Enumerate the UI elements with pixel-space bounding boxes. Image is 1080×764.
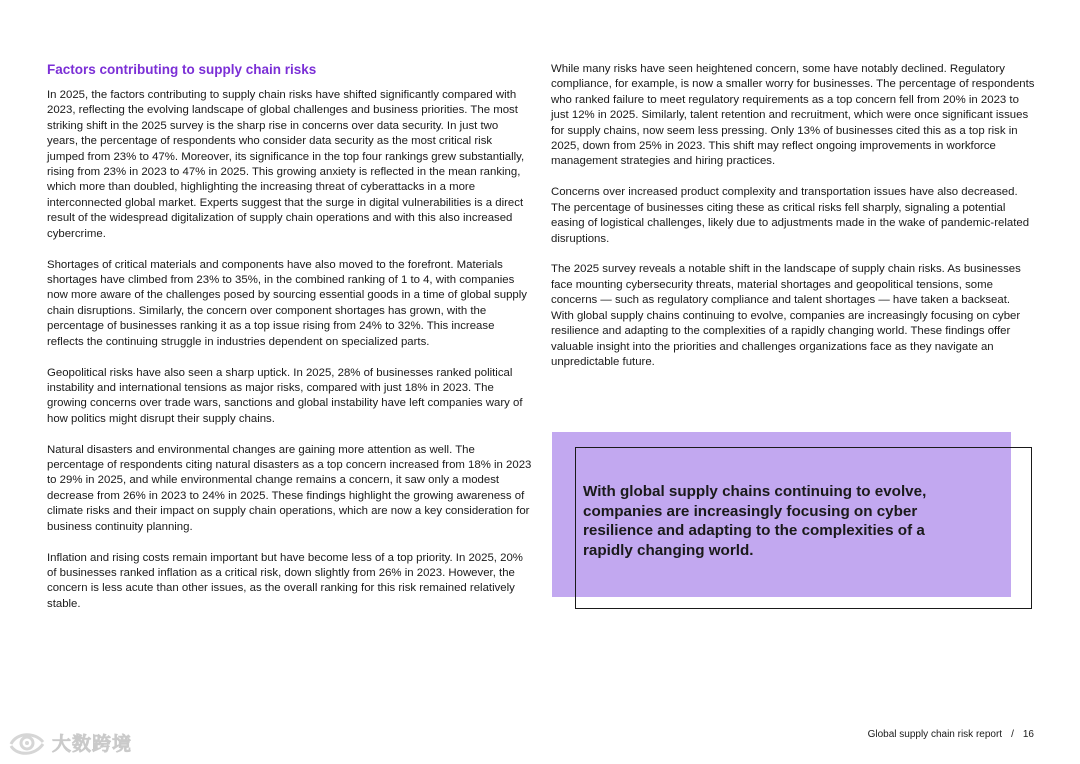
- body-paragraph: Inflation and rising costs remain important but have become less of a top priority. In 2025, 20% of businesses ranked inflation as a critical risk, down slightly from 26% in 2023. However, the concern is less acute than other issues, as the overall ranking for this risk remained relatively stable.: [47, 551, 523, 610]
- watermark: [8, 728, 132, 756]
- left-column: [47, 62, 532, 628]
- eye-logo-icon: [8, 728, 48, 756]
- page-footer: [868, 729, 1034, 741]
- body-paragraph: In 2025, the factors contributing to supply chain risks have shifted significantly compared with 2023, reflecting the evolving landscape of global challenges and business priorities. The most striking shift in the 2025 survey is the sharp rise in concerns over data security. In just two years, the percentage of respondents who consider data security as the most critical risk jumped from 23% to 47%. Moreover, its significance in the top four rankings grew substantially, rising from 23% in 2023 to 47% in 2025. This growing anxiety is reflected in the mean ranking, which more than doubled, highlighting the increasing threat of cyberattacks in a more interconnected global market. Experts suggest that the surge in digital vulnerabilities is a direct result of the widespread digitalization of supply chain operations and with this also increased cybercrime.: [47, 89, 525, 240]
- watermark-text: 大数跨境: [52, 732, 133, 755]
- body-paragraph: The 2025 survey reveals a notable shift in the landscape of supply chain risks. As businesses face mounting cybersecurity threats, material shortages and geopolitical tensions, some concerns — such as regulatory compliance and talent shortages — have taken a backseat. With global supply chains continuing to evolve, companies are increasingly focusing on cyber resilience and adapting to the complexities of a rapidly changing world. These findings offer valuable insight into the priorities and challenges organizations face as they navigate an unpredictable future.: [551, 263, 1021, 368]
- right-column: [551, 62, 1035, 386]
- body-paragraph: Natural disasters and environmental changes are gaining more attention as well. The percentage of respondents citing natural disasters as a top concern increased from 18% in 2023 to 29% in 2025, and while environmental change remains a concern, it saw only a modest decrease from 26% in 2023 to 24% in 2025. These findings highlight the growing awareness of climate risks and their impact on supply chain operations, which are now a key consideration for business continuity planning.: [47, 443, 532, 533]
- callout-quote: With global supply chains continuing to evolve, companies are increasingly focusing on cyber resilience and adapting to the complexities of a rapidly changing world.: [583, 483, 927, 559]
- section-heading: Factors contributing to supply chain risks: [47, 62, 317, 77]
- footer-separator: /: [1011, 729, 1014, 740]
- body-paragraph: While many risks have seen heightened concern, some have notably declined. Regulatory compliance, for example, is now a smaller worry for businesses. The percentage of respondents who ranked failure to meet regulatory requirements as a top concern fell from 20% in 2023 to just 12% in 2025. Similarly, talent retention and recruitment, which were once significant issues for supply chains, now seem less pressing. Only 13% of businesses cited this as a top risk in 2025, down from 25% in 2023. This shift may reflect ongoing improvements in workforce management strategies and hiring practices.: [551, 63, 1035, 168]
- body-paragraph: Geopolitical risks have also seen a sharp uptick. In 2025, 28% of businesses ranked political instability and international tensions as major risks, compared with just 18% in 2023. The growing concerns over trade wars, sanctions and global instability have left companies wary of how politics might disrupt their supply chains.: [47, 366, 523, 425]
- body-paragraph: Shortages of critical materials and components have also moved to the forefront. Materials shortages have climbed from 23% to 35%, in the combined ranking of 1 to 4, with companies now more aware of the challenges posed by sourcing essential goods in a time of global supply chain disruptions. Similarly, the concern over component shortages has grown, with the percentage of businesses ranking it as a top issue rising from 24% to 32%. This increase reflects the continuing struggle in industries dependent on specialized parts.: [47, 258, 527, 348]
- page-number: 16: [1022, 729, 1034, 740]
- report-title: Global supply chain risk report: [867, 729, 1003, 740]
- body-paragraph: Concerns over increased product complexity and transportation issues have also decreased. The percentage of businesses citing these as critical risks fell sharply, signaling a potential easing of logistical challenges, likely due to adjustments made in the wake of pandemic-related disruptions.: [551, 186, 1030, 245]
